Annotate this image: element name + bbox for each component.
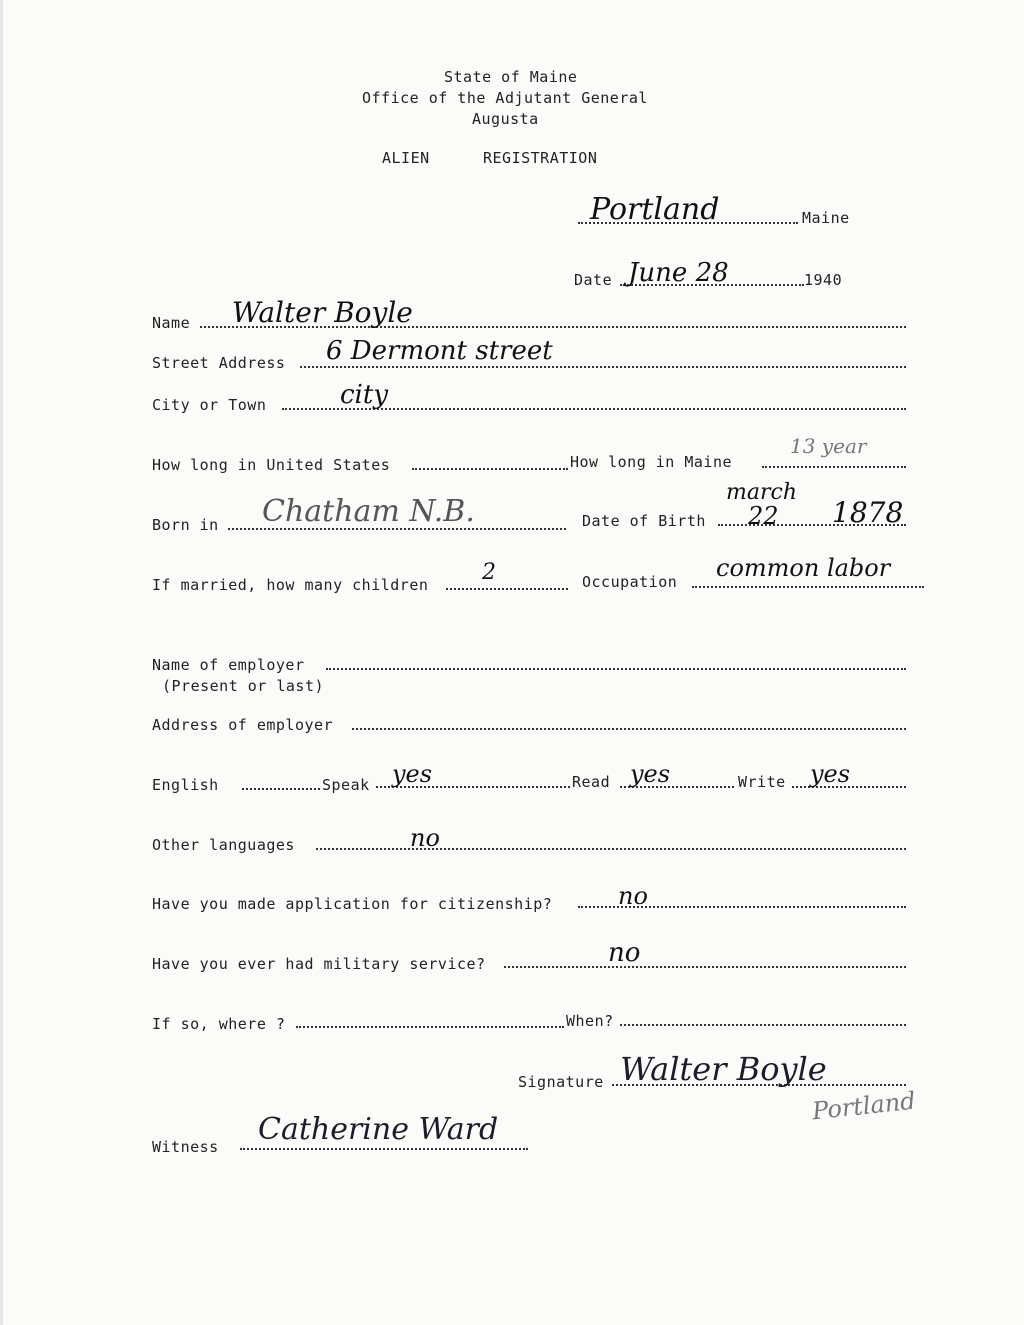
occupation-label: Occupation: [582, 573, 678, 591]
english-label: English: [152, 776, 219, 794]
children-label: If married, how many children: [152, 576, 429, 594]
form-title-alien: ALIEN: [382, 149, 430, 167]
employer-addr-dots: [352, 728, 906, 730]
employer-label: Name of employer: [152, 656, 305, 674]
street-dots: [300, 366, 906, 368]
name-value: Walter Boyle: [232, 296, 413, 329]
us-dots: [412, 468, 568, 470]
signature-value: Walter Boyle: [620, 1050, 827, 1088]
military-value: no: [608, 938, 641, 968]
children-value: 2: [482, 560, 496, 585]
city-value: city: [340, 380, 389, 410]
place-suffix: Maine: [802, 209, 850, 227]
when-dots: [620, 1024, 906, 1026]
street-label: Street Address: [152, 354, 286, 372]
witness-value: Catherine Ward: [258, 1112, 499, 1147]
signature-label: Signature: [518, 1073, 604, 1091]
when-label: When?: [566, 1012, 614, 1030]
date-value: June 28: [628, 258, 729, 288]
name-label: Name: [152, 314, 191, 332]
maine-dots: [762, 466, 906, 468]
other-lang-label: Other languages: [152, 836, 295, 854]
where-dots: [296, 1026, 564, 1028]
occupation-dots: [692, 586, 924, 588]
place-value: Portland: [590, 192, 720, 227]
employer-dots: [326, 668, 906, 670]
military-label: Have you ever had military service?: [152, 955, 486, 973]
date-label: Date: [574, 271, 613, 289]
signature-note: Portland: [810, 1086, 917, 1126]
form-title-registration: REGISTRATION: [483, 149, 598, 167]
maine-value: 13 year: [790, 434, 867, 458]
dob-year: 1878: [832, 496, 904, 529]
us-label: How long in United States: [152, 456, 391, 474]
employer-addr-label: Address of employer: [152, 716, 334, 734]
other-lang-value: no: [410, 824, 440, 852]
english-dots: [242, 788, 320, 790]
header-city: Augusta: [472, 110, 539, 128]
scan-edge: [0, 0, 3, 1325]
dob-day: 22: [748, 502, 779, 530]
born-label: Born in: [152, 516, 219, 534]
witness-dots: [240, 1148, 528, 1150]
other-lang-dots: [316, 848, 906, 850]
header-state: State of Maine: [444, 68, 578, 86]
read-label: Read: [572, 773, 611, 791]
dob-month: march: [726, 480, 797, 505]
citizenship-value: no: [618, 882, 648, 910]
speak-label: Speak: [322, 776, 370, 794]
where-label: If so, where ?: [152, 1015, 286, 1033]
children-dots: [446, 588, 568, 590]
citizenship-label: Have you made application for citizenship?: [152, 895, 553, 913]
military-dots: [504, 966, 906, 968]
speak-value: yes: [392, 760, 433, 788]
city-label: City or Town: [152, 396, 267, 414]
born-value: Chatham N.B.: [262, 494, 475, 529]
witness-label: Witness: [152, 1138, 219, 1156]
dob-label: Date of Birth: [582, 512, 706, 530]
date-year: 1940: [804, 271, 843, 289]
employer-sub: (Present or last): [162, 677, 325, 695]
header-office: Office of the Adjutant General: [362, 89, 648, 107]
maine-label: How long in Maine: [570, 453, 733, 471]
read-value: yes: [630, 760, 671, 788]
street-value: 6 Dermont street: [326, 336, 553, 366]
write-value: yes: [810, 760, 851, 788]
write-label: Write: [738, 773, 786, 791]
occupation-value: common labor: [716, 554, 891, 582]
